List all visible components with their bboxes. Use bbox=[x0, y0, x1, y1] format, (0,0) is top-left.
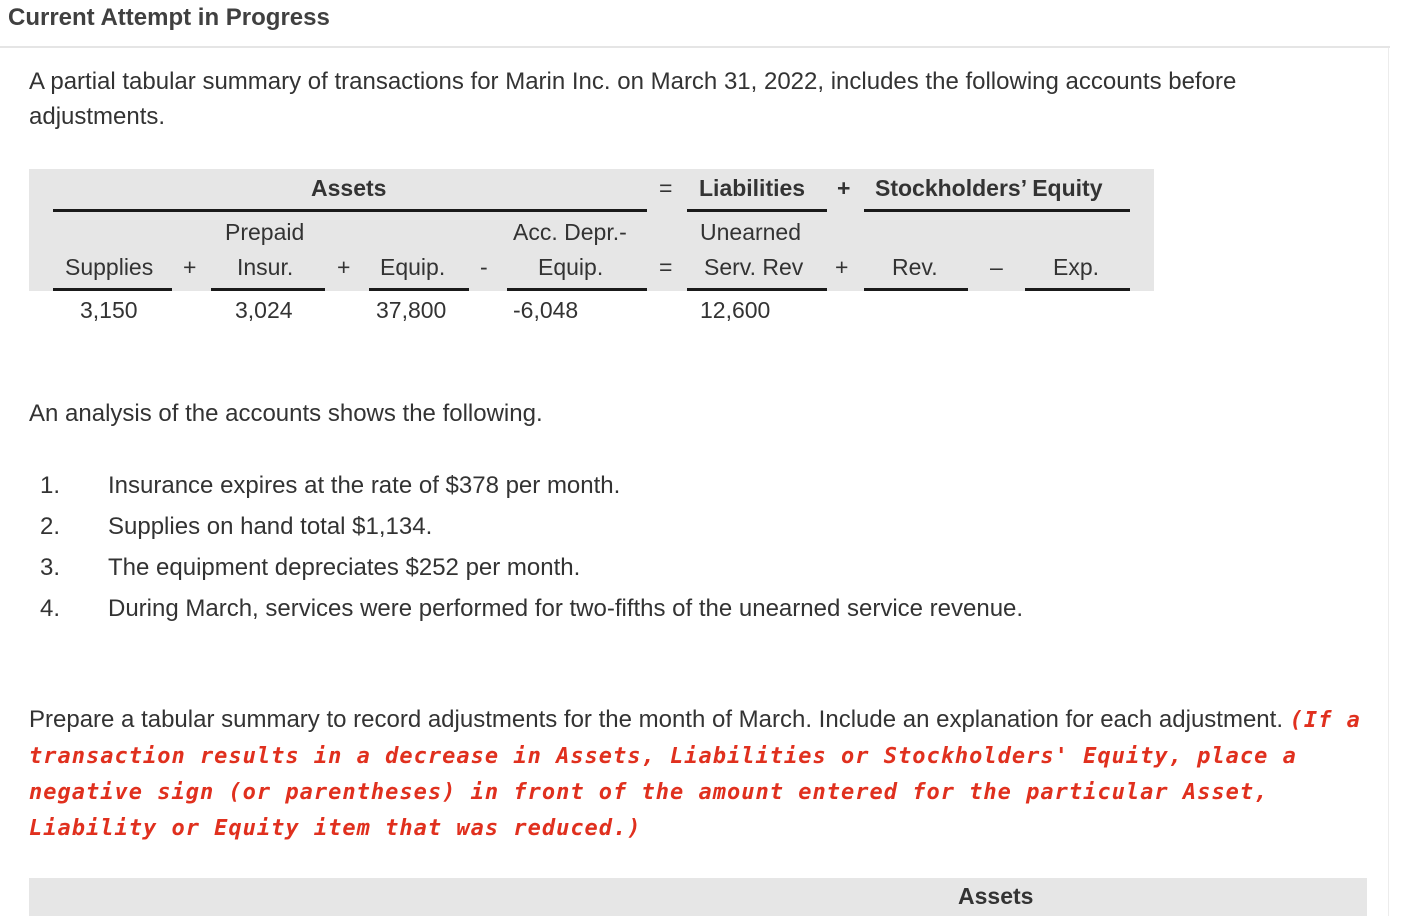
item-text: Supplies on hand total $1,134. bbox=[108, 513, 433, 540]
col-supplies: Supplies bbox=[65, 254, 154, 280]
assets-rule bbox=[53, 209, 647, 212]
item-text: Insurance expires at the rate of $378 per month. bbox=[108, 472, 621, 499]
list-item bbox=[40, 595, 1240, 636]
equity-rule bbox=[864, 209, 1130, 212]
col-unearned-line2: Serv. Rev bbox=[704, 254, 804, 280]
col-prepaid-line2: Insur. bbox=[237, 254, 294, 280]
unearned-rule bbox=[687, 288, 827, 291]
group-equity: Stockholders’ Equity bbox=[875, 175, 1103, 201]
instructions-note: (If a transaction results in a decrease in Assets, Liabilities or Stockholders' Equity, place a negative sign (or parentheses) in front of the amount entered for the particular Asset, Liability or Equity item that was reduced.) bbox=[29, 708, 1361, 841]
col-unearned-line1: Unearned bbox=[700, 219, 802, 245]
answer-group-assets: Assets bbox=[958, 883, 1034, 909]
group-liabilities: Liabilities bbox=[699, 175, 806, 201]
group-assets: Assets bbox=[311, 175, 387, 201]
list-item bbox=[40, 472, 1240, 513]
plus-sign: + bbox=[835, 254, 849, 280]
col-revenue: Rev. bbox=[892, 254, 938, 280]
item-number: 2. bbox=[40, 513, 61, 540]
equals-sign: = bbox=[659, 175, 673, 201]
value-unearned: 12,600 bbox=[700, 297, 771, 323]
answer-table-header bbox=[29, 878, 1367, 916]
revenue-rule bbox=[864, 288, 968, 291]
minus-sign: - bbox=[480, 254, 488, 280]
equip-rule bbox=[369, 288, 469, 291]
col-accdepr-line1: Acc. Depr.- bbox=[513, 219, 627, 245]
value-supplies: 3,150 bbox=[80, 297, 138, 323]
plus-sign: + bbox=[837, 175, 851, 201]
col-expense: Exp. bbox=[1053, 254, 1100, 280]
item-number: 3. bbox=[40, 554, 61, 581]
plus-sign: + bbox=[337, 254, 351, 280]
accdepr-rule bbox=[507, 288, 647, 291]
analysis-list bbox=[40, 472, 1240, 636]
supplies-rule bbox=[53, 288, 172, 291]
divider bbox=[1388, 48, 1389, 916]
attempt-status: Current Attempt in Progress bbox=[8, 4, 330, 31]
item-number: 4. bbox=[40, 595, 61, 622]
item-text: During March, services were performed for two-fifths of the unearned service revenue. bbox=[108, 595, 1024, 622]
summary-table bbox=[29, 169, 1154, 291]
liabilities-rule bbox=[687, 209, 827, 212]
instructions-paragraph bbox=[29, 702, 1374, 846]
value-prepaid: 3,024 bbox=[235, 297, 293, 323]
col-equip: Equip. bbox=[380, 254, 446, 280]
list-item bbox=[40, 554, 1240, 595]
item-text: The equipment depreciates $252 per month. bbox=[108, 554, 581, 581]
instructions-text: Prepare a tabular summary to record adjustments for the month of March. Include an explanation for each adjustment. bbox=[29, 706, 1283, 733]
plus-sign: + bbox=[183, 254, 197, 280]
minus-sign: – bbox=[990, 254, 1003, 280]
prepaid-rule bbox=[211, 288, 325, 291]
list-item bbox=[40, 513, 1240, 554]
analysis-heading: An analysis of the accounts shows the following. bbox=[29, 400, 543, 427]
expense-rule bbox=[1025, 288, 1130, 291]
item-number: 1. bbox=[40, 472, 61, 499]
col-prepaid-line1: Prepaid bbox=[225, 219, 305, 245]
value-accdepr: -6,048 bbox=[513, 297, 579, 323]
attempt-status-bar bbox=[0, 0, 1390, 48]
col-accdepr-line2: Equip. bbox=[538, 254, 604, 280]
value-equip: 37,800 bbox=[376, 297, 447, 323]
equals-sign: = bbox=[659, 254, 673, 280]
intro-paragraph: A partial tabular summary of transactions for Marin Inc. on March 31, 2022, includes the following accounts before adjustments. bbox=[29, 68, 1237, 130]
